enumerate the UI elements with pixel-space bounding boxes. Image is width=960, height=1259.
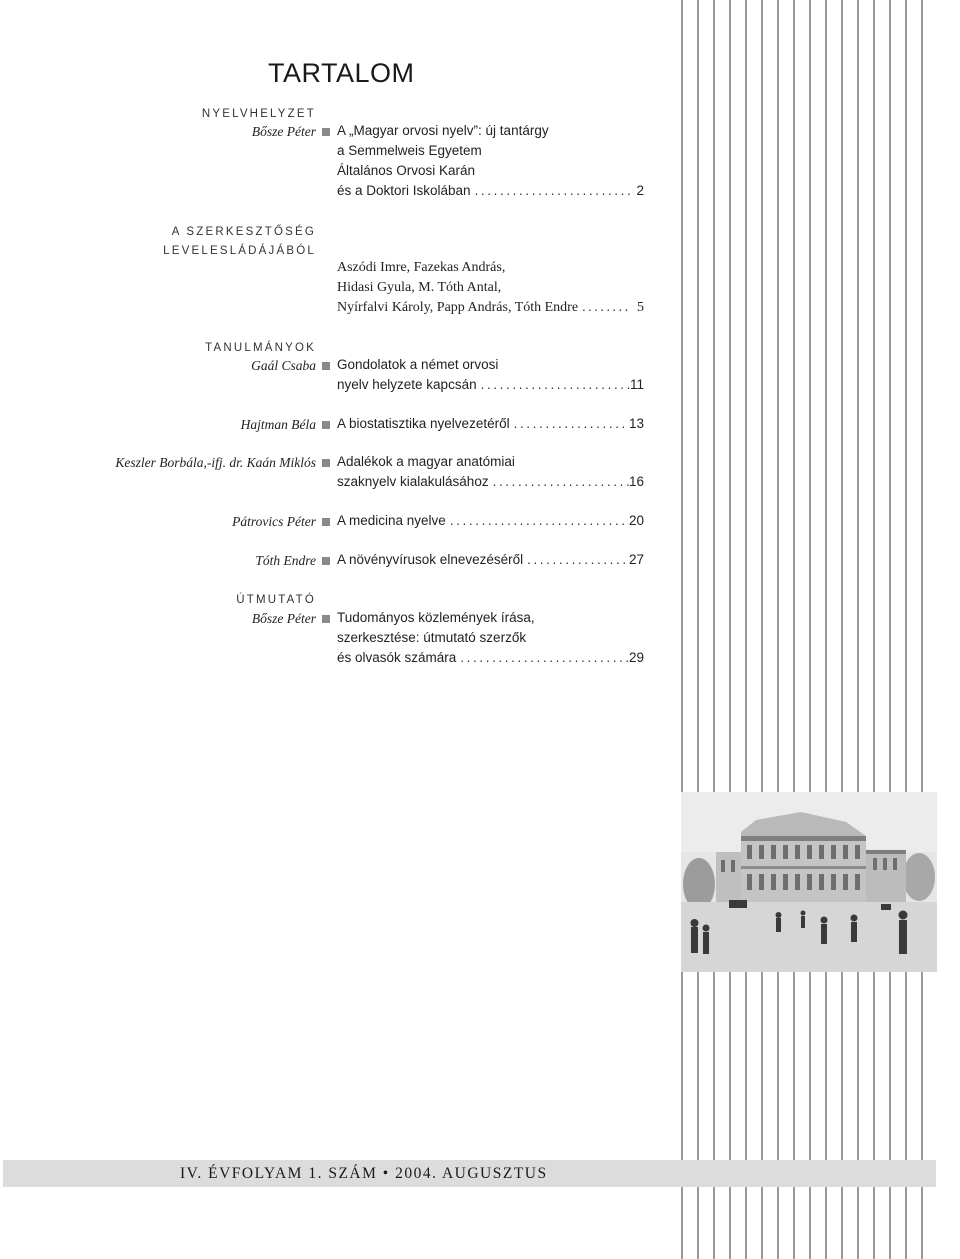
entry-line: a Semmelweis Egyetem [337,143,482,158]
entry-line: Nyírfalvi Károly, Papp András, Tóth Endre [337,300,579,315]
dot-leader [477,375,630,395]
entry-author: Keszler Borbála,-ifj. dr. Kaán Miklós [115,455,316,470]
section-label-utmutato: ÚTMUTATÓ [236,594,316,606]
page-number: 2 [636,183,644,198]
decorative-stripes [681,0,937,1259]
section-label-szerkesztoseg-2: LEVELESLÁDÁJÁBÓL [163,245,316,257]
entry-author: Gaál Csaba [251,358,316,373]
bullet-icon [322,557,330,565]
toc-entry[interactable] [337,452,644,492]
entry-line: Adalékok a magyar anatómiai [337,454,515,469]
entry-line: Tudományos közlemények írása, [337,610,535,625]
page-number: 13 [628,416,644,431]
page-number: 16 [628,474,644,489]
entry-line: és a Doktori Iskolában [337,183,471,198]
toc-entry[interactable] [337,511,644,531]
bullet-icon [322,615,330,623]
entry-author: Bősze Péter [251,124,316,139]
toc-entry[interactable] [337,258,644,318]
entry-line: Aszódi Imre, Fazekas András, [337,260,506,275]
section-label-szerkesztoseg-1: A SZERKESZTŐSÉG [171,226,316,238]
toc-entry[interactable] [337,608,644,668]
entry-author: Hajtman Béla [240,417,316,432]
entry-author: Pátrovics Péter [232,514,316,529]
page-title: TARTALOM [268,58,415,88]
dot-leader [510,414,629,434]
bullet-icon [322,518,330,526]
bullet-icon [322,459,330,467]
entry-line: A növényvírusok elnevezéséről [337,552,524,567]
entry-line: Általános Orvosi Karán [337,163,476,178]
entry-line: és olvasók számára [337,650,457,665]
page-number: 27 [628,552,644,567]
section-label-tanulmanyok: TANULMÁNYOK [205,342,316,354]
toc-entry[interactable] [337,414,644,434]
entry-author: Tóth Endre [255,553,316,568]
bullet-icon [322,362,330,370]
page-number: 29 [628,650,644,665]
toc-entry[interactable] [337,355,644,395]
entry-line: nyelv helyzete kapcsán [337,377,477,392]
dot-leader [578,298,630,318]
bullet-icon [322,128,330,136]
entry-line: Gondolatok a német orvosi [337,357,499,372]
entry-line: A „Magyar orvosi nyelv”: új tantárgy [337,123,549,138]
page-number: 11 [629,377,644,392]
dot-leader [523,550,629,570]
entry-line: Hidasi Gyula, M. Tóth Antal, [337,280,502,295]
dot-leader [471,181,630,201]
toc-entry[interactable] [337,121,644,201]
bullet-icon [322,421,330,429]
entry-line: A biostatisztika nyelvezetéről [337,416,510,431]
page-number: 5 [637,300,644,315]
entry-line: szaknyelv kialakulásához [337,474,489,489]
entry-author: Bősze Péter [251,611,316,626]
section-label-nyelvhelyzet: NYELVHELYZET [201,108,316,120]
issue-info: IV. ÉVFOLYAM 1. SZÁM • 2004. AUGUSZTUS [180,1165,548,1182]
dot-leader [456,648,629,668]
entry-line: szerkesztése: útmutató szerzők [337,630,527,645]
dot-leader [446,511,629,531]
entry-line: A medicina nyelve [337,513,446,528]
page-number: 20 [628,513,644,528]
toc-entry[interactable] [337,550,644,570]
dot-leader [489,472,629,492]
building-engraving-image [681,792,937,972]
